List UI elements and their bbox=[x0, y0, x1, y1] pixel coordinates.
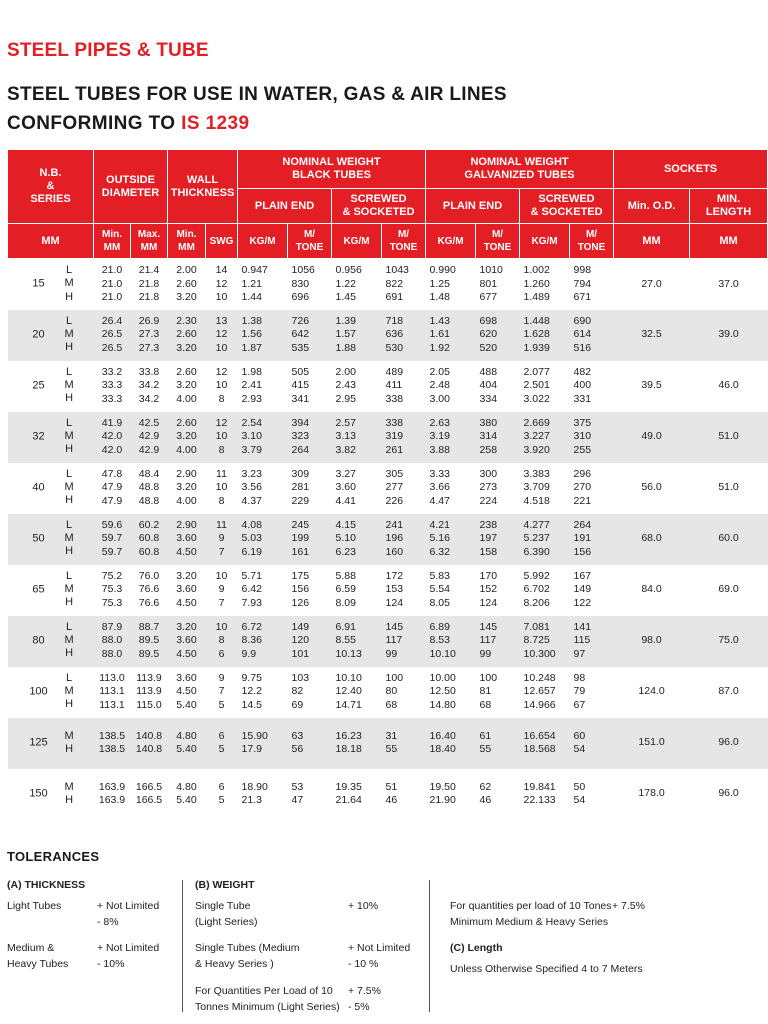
unit-kgm: KG/M bbox=[238, 224, 288, 259]
divider bbox=[182, 880, 183, 1012]
screwed-black-kgm-cell: 3.27 3.60 4.41 bbox=[335, 468, 356, 507]
wt-min-cell: 2.90 3.20 4.00 bbox=[176, 468, 197, 507]
plain-black-mtone-cell: 175 156 126 bbox=[291, 570, 310, 609]
nb-value: 15 bbox=[32, 277, 45, 290]
wt-min-cell: 4.80 5.40 bbox=[168, 718, 206, 769]
nb-cell bbox=[8, 412, 94, 463]
wt-min-cell: 2.60 3.20 4.00 bbox=[168, 412, 206, 463]
screwed-galv-mtone-cell: 375 310 255 bbox=[570, 412, 614, 463]
screwed-black-kgm-cell: 6.91 8.55 10.13 bbox=[332, 616, 382, 667]
screwed-galv-kgm-cell: 1.448 1.628 1.939 bbox=[520, 310, 570, 361]
plain-black-kgm-cell: 1.38 1.56 1.87 bbox=[238, 310, 288, 361]
screwed-black-mtone-cell: 100 80 68 bbox=[385, 672, 404, 711]
screwed-black-mtone-cell: 1043 822 691 bbox=[385, 264, 409, 303]
nb-cell bbox=[8, 718, 94, 769]
header-sockets: SOCKETS bbox=[614, 150, 768, 189]
quantity-mh-label: For quantities per load of 10 Tones Minimum Medium & Heavy Series bbox=[450, 900, 612, 928]
screwed-black-kgm-cell: 2.00 2.43 2.95 bbox=[335, 366, 356, 405]
unit-kgm: KG/M bbox=[332, 224, 382, 259]
plain-black-kgm-cell: 4.08 5.03 6.19 bbox=[238, 514, 288, 565]
min-od-cell: 49.0 bbox=[614, 412, 690, 463]
screwed-black-kgm-cell: 10.10 12.40 14.71 bbox=[335, 672, 362, 711]
min-length-cell: 37.0 bbox=[718, 277, 739, 290]
nb-value: 125 bbox=[29, 736, 48, 749]
page-title: STEEL PIPES & TUBE bbox=[7, 40, 209, 61]
header-min-od: Min. O.D. bbox=[614, 189, 690, 224]
single-tubes-mh-label: Single Tubes (Medium & Heavy Series ) bbox=[195, 942, 300, 970]
swg-cell: 10 8 6 bbox=[206, 616, 238, 667]
screwed-galv-kgm-cell: 7.081 8.725 10.300 bbox=[520, 616, 570, 667]
single-tube-value: + 10% bbox=[348, 900, 379, 912]
plain-galv-kgm-cell: 2.05 2.48 3.00 bbox=[429, 366, 450, 405]
plain-galv-kgm-cell: 6.89 8.53 10.10 bbox=[426, 616, 476, 667]
series-value: L M H bbox=[64, 315, 74, 354]
unit-wt-min: Min. MM bbox=[168, 224, 206, 259]
header-nb-series: N.B. & SERIES bbox=[8, 150, 94, 224]
nb-cell bbox=[8, 667, 94, 718]
series-value: L M H bbox=[64, 264, 74, 303]
heavy-tubes-label: Medium & Heavy Tubes bbox=[7, 942, 69, 970]
series-value: L M H bbox=[64, 366, 74, 405]
nb-value: 20 bbox=[32, 328, 45, 341]
series-value: L M H bbox=[64, 570, 74, 609]
nb-cell bbox=[8, 463, 94, 514]
plain-black-mtone-cell: 505 415 341 bbox=[291, 366, 310, 405]
min-od-cell: 68.0 bbox=[614, 514, 690, 565]
od-min-cell: 21.0 21.0 21.0 bbox=[101, 264, 123, 303]
screwed-galv-kgm-cell: 10.248 12.657 14.966 bbox=[523, 672, 556, 711]
quantity-mh-value: + 7.5% bbox=[612, 900, 645, 912]
min-od-cell: 84.0 bbox=[641, 583, 662, 596]
min-length-cell: 75.0 bbox=[690, 616, 768, 667]
swg-cell: 9 7 5 bbox=[218, 672, 225, 711]
screwed-galv-mtone-cell: 690 614 516 bbox=[570, 310, 614, 361]
min-length-cell: 51.0 bbox=[690, 412, 768, 463]
plain-black-kgm-cell: 6.72 8.36 9.9 bbox=[238, 616, 288, 667]
od-min-cell: 163.9 163.9 bbox=[98, 780, 126, 806]
od-max-cell: 21.4 21.8 21.8 bbox=[138, 264, 160, 303]
divider bbox=[429, 880, 430, 1012]
nb-value: 25 bbox=[32, 379, 45, 392]
od-min-cell: 33.2 33.3 33.3 bbox=[101, 366, 123, 405]
plain-black-kgm-cell: 15.90 17.9 bbox=[238, 718, 288, 769]
min-od-cell: 178.0 bbox=[638, 787, 665, 800]
swg-cell: 6 5 bbox=[218, 780, 225, 806]
table-row bbox=[8, 259, 768, 310]
plain-black-mtone-cell: 63 56 bbox=[288, 718, 332, 769]
series-value: L M H bbox=[64, 672, 74, 711]
plain-galv-kgm-cell: 5.83 5.54 8.05 bbox=[429, 570, 450, 609]
plain-black-mtone-cell: 103 82 69 bbox=[291, 672, 310, 711]
plain-galv-mtone-cell: 380 314 258 bbox=[476, 412, 520, 463]
screwed-galv-kgm-cell: 2.669 3.227 3.920 bbox=[520, 412, 570, 463]
swg-cell: 11 10 8 bbox=[215, 468, 228, 507]
unit-m-tone: M/ TONE bbox=[288, 224, 332, 259]
table-row bbox=[8, 667, 768, 718]
table-row bbox=[8, 565, 768, 616]
plain-black-mtone-cell: 309 281 229 bbox=[291, 468, 310, 507]
header-nominal-weight-galvanized: NOMINAL WEIGHT GALVANIZED TUBES bbox=[426, 150, 614, 189]
screwed-galv-mtone-cell: 264 191 156 bbox=[570, 514, 614, 565]
plain-galv-mtone-cell: 170 152 124 bbox=[479, 570, 498, 609]
min-length-cell: 39.0 bbox=[690, 310, 768, 361]
header-wall-thickness: WALL THICKNESS bbox=[168, 150, 238, 224]
swg-cell: 13 12 10 bbox=[206, 310, 238, 361]
min-length-cell: 69.0 bbox=[718, 583, 739, 596]
unit-mm-length: MM bbox=[690, 224, 768, 259]
od-max-cell: 48.4 48.8 48.8 bbox=[138, 468, 160, 507]
quantity-light-value: + 7.5% - 5% bbox=[348, 985, 381, 1013]
od-min-cell: 138.5 138.5 bbox=[94, 718, 131, 769]
plain-black-mtone-cell: 726 642 535 bbox=[288, 310, 332, 361]
series-value: L M H bbox=[64, 519, 74, 558]
unit-m-tone: M/ TONE bbox=[382, 224, 426, 259]
min-length-cell: 60.0 bbox=[690, 514, 768, 565]
screwed-black-mtone-cell: 241 196 160 bbox=[382, 514, 426, 565]
plain-black-mtone-cell: 245 199 161 bbox=[288, 514, 332, 565]
min-length-cell: 51.0 bbox=[718, 481, 739, 494]
screwed-galv-mtone-cell: 50 54 bbox=[573, 780, 586, 806]
unit-kgm: KG/M bbox=[520, 224, 570, 259]
plain-black-kgm-cell: 18.90 21.3 bbox=[241, 780, 268, 806]
min-od-cell: 151.0 bbox=[614, 718, 690, 769]
od-min-cell: 47.8 47.9 47.9 bbox=[101, 468, 123, 507]
swg-cell: 11 9 7 bbox=[206, 514, 238, 565]
screwed-galv-kgm-cell: 5.992 6.702 8.206 bbox=[523, 570, 550, 609]
conforming-standard bbox=[7, 113, 249, 135]
unit-swg: SWG bbox=[206, 224, 238, 259]
nb-cell bbox=[8, 310, 94, 361]
nb-cell bbox=[8, 769, 94, 820]
min-od-cell: 56.0 bbox=[641, 481, 662, 494]
plain-galv-kgm-cell: 4.21 5.16 6.32 bbox=[426, 514, 476, 565]
screwed-galv-mtone-cell: 167 149 122 bbox=[573, 570, 592, 609]
nb-cell bbox=[8, 514, 94, 565]
nb-value: 32 bbox=[32, 430, 45, 443]
nb-cell bbox=[8, 616, 94, 667]
od-max-cell: 60.2 60.8 60.8 bbox=[131, 514, 168, 565]
screwed-black-mtone-cell: 31 55 bbox=[382, 718, 426, 769]
screwed-galv-mtone-cell: 998 794 671 bbox=[573, 264, 592, 303]
screwed-galv-kgm-cell: 3.383 3.709 4.518 bbox=[523, 468, 550, 507]
screwed-galv-mtone-cell: 296 270 221 bbox=[573, 468, 592, 507]
steel-tubes-table bbox=[7, 149, 768, 820]
nb-value: 65 bbox=[32, 583, 45, 596]
plain-galv-kgm-cell: 1.43 1.61 1.92 bbox=[426, 310, 476, 361]
plain-galv-mtone-cell: 145 117 99 bbox=[476, 616, 520, 667]
plain-black-mtone-cell: 53 47 bbox=[291, 780, 304, 806]
length-heading: (C) Length bbox=[450, 942, 503, 954]
header-screwed-black: SCREWED & SOCKETED bbox=[332, 189, 426, 224]
od-min-cell: 113.0 113.1 113.1 bbox=[99, 672, 125, 711]
nb-value: 40 bbox=[32, 481, 45, 494]
unit-mm-nb: MM bbox=[8, 224, 94, 259]
plain-black-mtone-cell: 1056 830 696 bbox=[291, 264, 315, 303]
screwed-black-kgm-cell: 2.57 3.13 3.82 bbox=[332, 412, 382, 463]
series-value: L M H bbox=[64, 417, 74, 456]
min-length-cell: 96.0 bbox=[718, 787, 739, 800]
series-value: L M H bbox=[64, 468, 74, 507]
table-row bbox=[8, 463, 768, 514]
wt-min-cell: 3.20 3.60 4.50 bbox=[176, 570, 197, 609]
swg-cell: 12 10 8 bbox=[215, 366, 228, 405]
nb-value: 100 bbox=[29, 685, 48, 698]
swg-cell: 12 10 8 bbox=[206, 412, 238, 463]
od-min-cell: 41.9 42.0 42.0 bbox=[94, 412, 131, 463]
wt-min-cell: 2.30 2.60 3.20 bbox=[168, 310, 206, 361]
screwed-black-kgm-cell: 1.39 1.57 1.88 bbox=[332, 310, 382, 361]
min-od-cell: 124.0 bbox=[638, 685, 665, 698]
screwed-galv-kgm-cell: 1.002 1.260 1.489 bbox=[523, 264, 550, 303]
od-min-cell: 87.9 88.0 88.0 bbox=[94, 616, 131, 667]
table-row bbox=[8, 616, 768, 667]
heavy-tubes-value: + Not Limited - 10% bbox=[97, 942, 160, 970]
screwed-black-mtone-cell: 718 636 530 bbox=[382, 310, 426, 361]
plain-black-kgm-cell: 1.98 2.41 2.93 bbox=[241, 366, 262, 405]
min-length-cell: 87.0 bbox=[718, 685, 739, 698]
screwed-galv-kgm-cell: 4.277 5.237 6.390 bbox=[520, 514, 570, 565]
plain-galv-mtone-cell: 238 197 158 bbox=[476, 514, 520, 565]
wt-min-cell: 2.60 3.20 4.00 bbox=[176, 366, 197, 405]
nb-value: 50 bbox=[32, 532, 45, 545]
plain-black-kgm-cell: 9.75 12.2 14.5 bbox=[241, 672, 262, 711]
od-max-cell: 113.9 113.9 115.0 bbox=[136, 672, 162, 711]
unit-mm-od: MM bbox=[614, 224, 690, 259]
unit-m-tone: M/ TONE bbox=[570, 224, 614, 259]
table-row bbox=[8, 310, 768, 361]
tolerances-title: TOLERANCES bbox=[7, 849, 100, 864]
thickness-heading: (A) THICKNESS bbox=[7, 879, 86, 891]
plain-galv-kgm-cell: 2.63 3.19 3.88 bbox=[426, 412, 476, 463]
wt-min-cell: 4.80 5.40 bbox=[176, 780, 197, 806]
swg-cell: 10 9 7 bbox=[215, 570, 228, 609]
screwed-galv-kgm-cell: 16.654 18.568 bbox=[520, 718, 570, 769]
weight-heading: (B) WEIGHT bbox=[195, 879, 255, 891]
plain-galv-mtone-cell: 698 620 520 bbox=[476, 310, 520, 361]
plain-galv-kgm-cell: 16.40 18.40 bbox=[426, 718, 476, 769]
table-row bbox=[8, 412, 768, 463]
plain-black-kgm-cell: 5.71 6.42 7.93 bbox=[241, 570, 262, 609]
plain-galv-kgm-cell: 3.33 3.66 4.47 bbox=[429, 468, 450, 507]
screwed-black-kgm-cell: 4.15 5.10 6.23 bbox=[332, 514, 382, 565]
swg-cell: 14 12 10 bbox=[215, 264, 228, 303]
plain-galv-mtone-cell: 300 273 224 bbox=[479, 468, 498, 507]
wt-min-cell: 3.60 4.50 5.40 bbox=[176, 672, 197, 711]
plain-black-kgm-cell: 0.947 1.21 1.44 bbox=[241, 264, 268, 303]
plain-galv-mtone-cell: 1010 801 677 bbox=[479, 264, 503, 303]
od-min-cell: 59.6 59.7 59.7 bbox=[94, 514, 131, 565]
min-od-cell: 98.0 bbox=[614, 616, 690, 667]
plain-black-mtone-cell: 394 323 264 bbox=[288, 412, 332, 463]
unit-od-min: Min. MM bbox=[94, 224, 131, 259]
plain-galv-kgm-cell: 10.00 12.50 14.80 bbox=[429, 672, 456, 711]
unit-od-max: Max. MM bbox=[131, 224, 168, 259]
table-row bbox=[8, 718, 768, 769]
nb-cell bbox=[8, 361, 94, 412]
single-tubes-mh-value: + Not Limited - 10 % bbox=[348, 942, 411, 970]
screwed-black-mtone-cell: 338 319 261 bbox=[382, 412, 426, 463]
plain-galv-mtone-cell: 61 55 bbox=[476, 718, 520, 769]
screwed-black-kgm-cell: 16.23 18.18 bbox=[332, 718, 382, 769]
nb-cell bbox=[8, 259, 94, 310]
screwed-black-mtone-cell: 145 117 99 bbox=[382, 616, 426, 667]
page-subtitle: STEEL TUBES FOR USE IN WATER, GAS & AIR LINES bbox=[7, 84, 507, 105]
unit-m-tone: M/ TONE bbox=[476, 224, 520, 259]
wt-min-cell: 2.90 3.60 4.50 bbox=[168, 514, 206, 565]
series-value: M H bbox=[64, 729, 74, 755]
plain-black-mtone-cell: 149 120 101 bbox=[288, 616, 332, 667]
min-length-cell: 46.0 bbox=[718, 379, 739, 392]
quantity-light-label: For Quantities Per Load of 10 Tonnes Minimum (Light Series) bbox=[195, 985, 340, 1013]
header-min-length: MIN. LENGTH bbox=[690, 189, 768, 224]
header-plain-end-galvanized: PLAIN END bbox=[426, 189, 520, 224]
screwed-galv-kgm-cell: 2.077 2.501 3.022 bbox=[523, 366, 550, 405]
screwed-black-kgm-cell: 0.956 1.22 1.45 bbox=[335, 264, 362, 303]
table-body bbox=[8, 259, 768, 820]
screwed-galv-mtone-cell: 98 79 67 bbox=[573, 672, 586, 711]
header-screwed-galvanized: SCREWED & SOCKETED bbox=[520, 189, 614, 224]
screwed-galv-kgm-cell: 19.841 22.133 bbox=[523, 780, 556, 806]
standard-code: IS 1239 bbox=[181, 113, 250, 134]
screwed-black-mtone-cell: 305 277 226 bbox=[385, 468, 404, 507]
plain-galv-kgm-cell: 0.990 1.25 1.48 bbox=[429, 264, 456, 303]
screwed-black-kgm-cell: 19.35 21.64 bbox=[335, 780, 362, 806]
screwed-galv-mtone-cell: 141 115 97 bbox=[570, 616, 614, 667]
header-nominal-weight-black: NOMINAL WEIGHT BLACK TUBES bbox=[238, 150, 426, 189]
length-text: Unless Otherwise Specified 4 to 7 Meters bbox=[450, 963, 643, 975]
conforming-prefix: CONFORMING TO bbox=[7, 113, 176, 134]
unit-kgm: KG/M bbox=[426, 224, 476, 259]
screwed-black-mtone-cell: 489 411 338 bbox=[385, 366, 404, 405]
od-max-cell: 88.7 89.5 89.5 bbox=[131, 616, 168, 667]
series-value: L M H bbox=[64, 621, 74, 660]
nb-value: 150 bbox=[29, 787, 48, 800]
swg-cell: 6 5 bbox=[206, 718, 238, 769]
screwed-galv-mtone-cell: 482 400 331 bbox=[573, 366, 592, 405]
header-outside-diameter: OUTSIDE DIAMETER bbox=[94, 150, 168, 224]
light-tubes-label: Light Tubes bbox=[7, 900, 62, 912]
nb-value: 80 bbox=[32, 634, 45, 647]
wt-min-cell: 2.00 2.60 3.20 bbox=[176, 264, 197, 303]
plain-galv-mtone-cell: 488 404 334 bbox=[479, 366, 498, 405]
table-row bbox=[8, 361, 768, 412]
min-od-cell: 39.5 bbox=[641, 379, 662, 392]
od-max-cell: 76.0 76.6 76.6 bbox=[138, 570, 160, 609]
table-row bbox=[8, 769, 768, 820]
table-row bbox=[8, 514, 768, 565]
od-max-cell: 140.8 140.8 bbox=[131, 718, 168, 769]
screwed-black-kgm-cell: 5.88 6.59 8.09 bbox=[335, 570, 356, 609]
nb-cell bbox=[8, 565, 94, 616]
plain-galv-kgm-cell: 19.50 21.90 bbox=[429, 780, 456, 806]
light-tubes-value: + Not Limited - 8% bbox=[97, 900, 160, 928]
min-od-cell: 32.5 bbox=[614, 310, 690, 361]
od-max-cell: 166.5 166.5 bbox=[135, 780, 163, 806]
series-value: M H bbox=[64, 780, 74, 806]
screwed-galv-mtone-cell: 60 54 bbox=[570, 718, 614, 769]
od-max-cell: 42.5 42.9 42.9 bbox=[131, 412, 168, 463]
screwed-black-mtone-cell: 172 153 124 bbox=[385, 570, 404, 609]
min-od-cell: 27.0 bbox=[641, 277, 662, 290]
min-length-cell: 96.0 bbox=[690, 718, 768, 769]
od-min-cell: 26.4 26.5 26.5 bbox=[94, 310, 131, 361]
header-plain-end-black: PLAIN END bbox=[238, 189, 332, 224]
od-max-cell: 26.9 27.3 27.3 bbox=[131, 310, 168, 361]
plain-galv-mtone-cell: 100 81 68 bbox=[479, 672, 498, 711]
plain-black-kgm-cell: 2.54 3.10 3.79 bbox=[238, 412, 288, 463]
plain-black-kgm-cell: 3.23 3.56 4.37 bbox=[241, 468, 262, 507]
od-max-cell: 33.8 34.2 34.2 bbox=[138, 366, 160, 405]
screwed-black-mtone-cell: 51 46 bbox=[385, 780, 398, 806]
od-min-cell: 75.2 75.3 75.3 bbox=[101, 570, 123, 609]
single-tube-label: Single Tube (Light Series) bbox=[195, 900, 258, 928]
wt-min-cell: 3.20 3.60 4.50 bbox=[168, 616, 206, 667]
plain-galv-mtone-cell: 62 46 bbox=[479, 780, 492, 806]
